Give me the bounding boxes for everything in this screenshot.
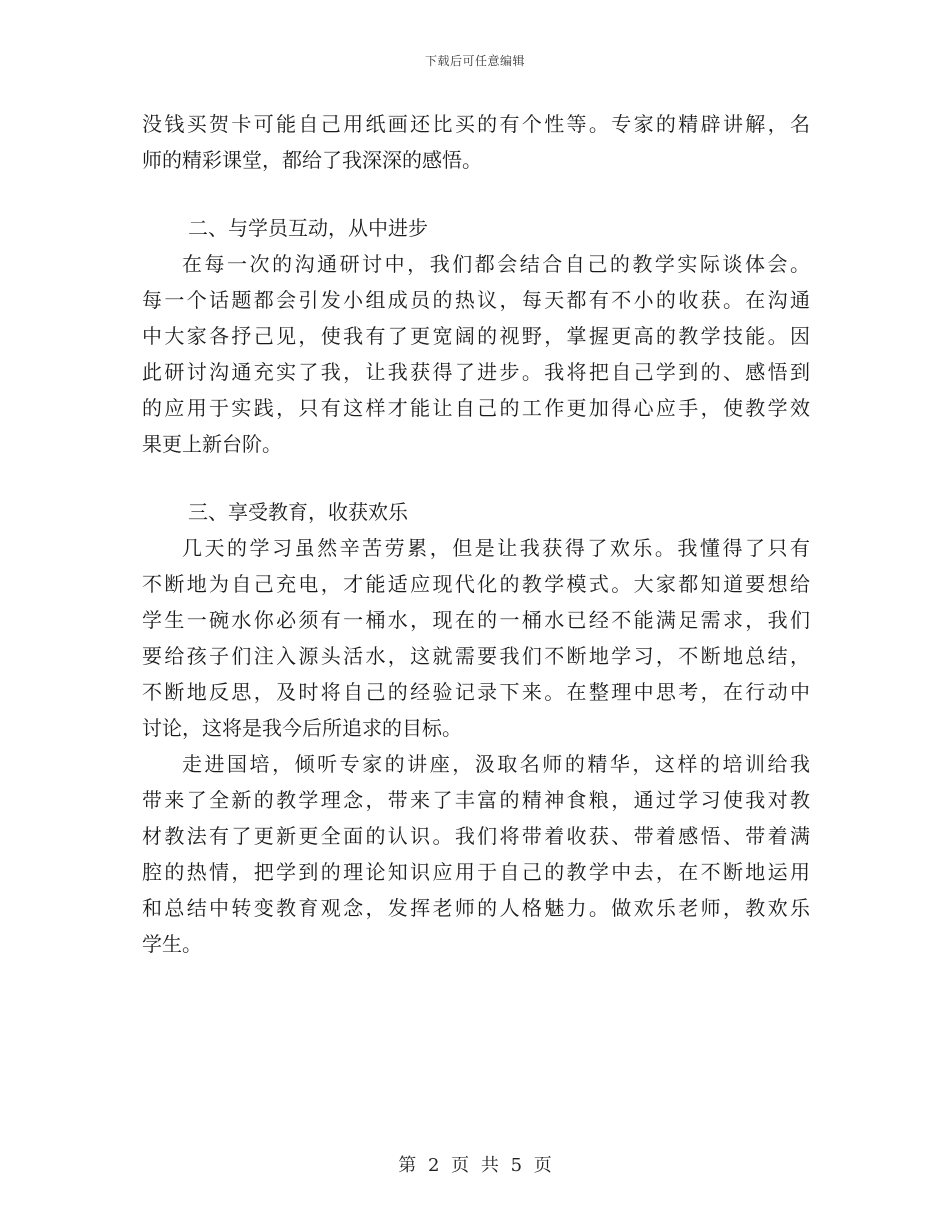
text-line: 的应用于实践，只有这样才能让自己的工作更加得心应手，使教学效	[142, 396, 810, 420]
text-line: 带来了全新的教学理念，带来了丰富的精神食粮，通过学习使我对教	[142, 788, 810, 812]
text-line: 果更上新台阶。	[142, 432, 282, 456]
page-header: 下载后可任意编辑	[424, 54, 525, 68]
paragraph-interaction	[142, 246, 810, 462]
text-line: 腔的热情，把学到的理论知识应用于自己的教学中去，在不断地运用	[142, 860, 810, 884]
text-line: 中大家各抒己见，使我有了更宽阔的视野，掌握更高的教学技能。因	[142, 324, 810, 348]
text-line: 要给孩子们注入源头活水，这就需要我们不断地学习，不断地总结，	[142, 644, 810, 668]
text-line: 师的精彩课堂，都给了我深深的感悟。	[142, 148, 482, 172]
text-line: 学生。	[142, 932, 202, 956]
text-line: 几天的学习虽然辛苦劳累，但是让我获得了欢乐。我懂得了只有	[182, 536, 810, 560]
text-line: 此研讨沟通充实了我，让我获得了进步。我将把自己学到的、感悟到	[142, 360, 810, 384]
page-footer: 第 2 页 共 5 页	[398, 1155, 552, 1176]
text-line: 在每一次的沟通研讨中，我们都会结合自己的教学实际谈体会。	[182, 252, 810, 276]
text-line: 每一个话题都会引发小组成员的热议，每天都有不小的收获。在沟通	[142, 288, 810, 312]
text-line: 走进国培，倾听专家的讲座，汲取名师的精华，这样的培训给我	[182, 752, 810, 776]
text-line: 不断地反思，及时将自己的经验记录下来。在整理中思考，在行动中	[142, 680, 810, 704]
text-line: 学生一碗水你必须有一桶水，现在的一桶水已经不能满足需求，我们	[142, 608, 810, 632]
text-line: 不断地为自己充电，才能适应现代化的教学模式。大家都知道要想给	[142, 572, 810, 596]
document-body	[142, 106, 810, 962]
paragraph-joy	[142, 530, 810, 746]
text-line: 和总结中转变教育观念，发挥老师的人格魅力。做欢乐老师，教欢乐	[142, 896, 810, 920]
text-line: 材教法有了更新更全面的认识。我们将带着收获、带着感悟、带着满	[142, 824, 810, 848]
section-heading-2: 二、与学员互动，从中进步	[188, 216, 428, 240]
text-line: 没钱买贺卡可能自己用纸画还比买的有个性等。专家的精辟讲解，名	[142, 112, 810, 136]
text-line: 讨论，这将是我今后所追求的目标。	[142, 716, 462, 740]
paragraph-continuation	[142, 106, 810, 178]
paragraph-conclusion	[142, 746, 810, 962]
section-heading-3: 三、享受教育，收获欢乐	[188, 500, 408, 524]
